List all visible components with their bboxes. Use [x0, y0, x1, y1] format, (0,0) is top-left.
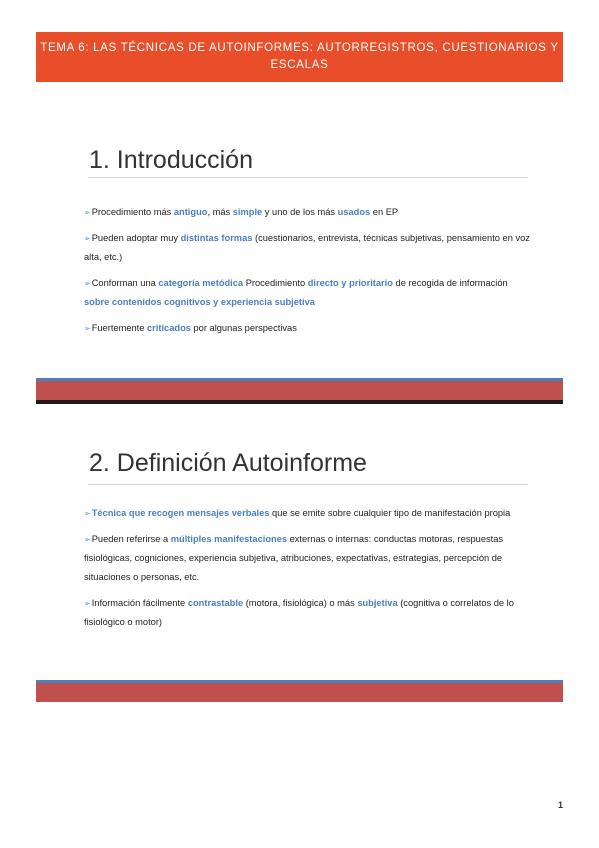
slide-divider-band [36, 680, 563, 702]
bullet-item [84, 229, 534, 267]
bullet-text: que se emite sobre cualquier tipo de manifestación propia [269, 508, 511, 518]
arrow-bullet-icon: ➢ [84, 279, 91, 288]
highlighted-term: usados [337, 207, 371, 217]
highlighted-term: distintas formas [180, 233, 253, 243]
bullet-text: (cuestionarios, entrevista, técnicas subjetivas, pensamiento en voz alta, etc.) [84, 233, 530, 262]
page-number: 1 [557, 800, 563, 810]
bullet-text: externas o internas: conductas motoras, respuestas fisiológicas, cogniciones, experiencia subjetiva, atribuciones, expectativas, estrategias, percepción de situaciones o personas, etc. [84, 534, 504, 582]
bullet-text: (motora, fisiológica) o más [243, 598, 358, 608]
bullet-list [84, 203, 534, 345]
highlighted-term: Técnica que recogen mensajes verbales [91, 508, 270, 518]
highlighted-term: sobre contenidos cognitivos y experiencia subjetiva [84, 297, 315, 307]
bullet-list [84, 504, 534, 639]
bullet-text: de recogida de información [392, 278, 508, 288]
bullet-text: (cognitiva o correlatos de lo fisiológico o motor) [84, 598, 514, 627]
arrow-bullet-icon: ➢ [84, 234, 91, 243]
highlighted-term: contrastable [187, 598, 244, 608]
slide-introduccion [36, 110, 563, 378]
bullet-item [84, 319, 534, 338]
bullet-text: y uno de los más [262, 207, 338, 217]
bullet-text: , más [207, 207, 233, 217]
bullet-item [84, 530, 534, 587]
highlighted-term: directo y prioritario [307, 278, 393, 288]
highlighted-term: subjetiva [357, 598, 398, 608]
highlighted-term: antiguo [173, 207, 208, 217]
header-title-line1: TEMA 6: LAS TÉCNICAS DE AUTOINFORMES: AUTORREGISTROS, CUESTIONARIOS Y [40, 42, 559, 54]
bullet-text: Pueden adoptar muy [91, 233, 181, 243]
arrow-bullet-icon: ➢ [84, 324, 91, 333]
slide-title: 1. Introducción [89, 146, 253, 174]
document-header [36, 32, 563, 82]
highlighted-term: múltiples manifestaciones [170, 534, 288, 544]
title-divider [88, 177, 528, 178]
arrow-bullet-icon: ➢ [84, 509, 91, 518]
highlighted-term: categoría metódica [158, 278, 244, 288]
arrow-bullet-icon: ➢ [84, 535, 91, 544]
header-title-line2: ESCALAS [270, 59, 329, 71]
title-divider [88, 484, 528, 485]
slide-title: 2. Definición Autoinforme [89, 449, 367, 477]
bullet-item [84, 594, 534, 632]
bullet-text: por algunas perspectivas [190, 323, 297, 333]
arrow-bullet-icon: ➢ [84, 208, 91, 217]
bullet-text: Fuertemente [91, 323, 147, 333]
slide-definicion [36, 405, 563, 680]
bullet-item [84, 203, 534, 222]
bullet-item [84, 504, 534, 523]
slide-divider-band [36, 378, 563, 404]
arrow-bullet-icon: ➢ [84, 599, 91, 608]
bullet-text: Pueden referirse a [91, 534, 171, 544]
bullet-text: Procedimiento más [91, 207, 174, 217]
highlighted-term: criticados [147, 323, 191, 333]
bullet-text: Procedimiento [243, 278, 308, 288]
bullet-text: Conforman una [91, 278, 159, 288]
highlighted-term: simple [232, 207, 263, 217]
bullet-item [84, 274, 534, 312]
bullet-text: Información fácilmente [91, 598, 188, 608]
bullet-text: en EP [370, 207, 399, 217]
